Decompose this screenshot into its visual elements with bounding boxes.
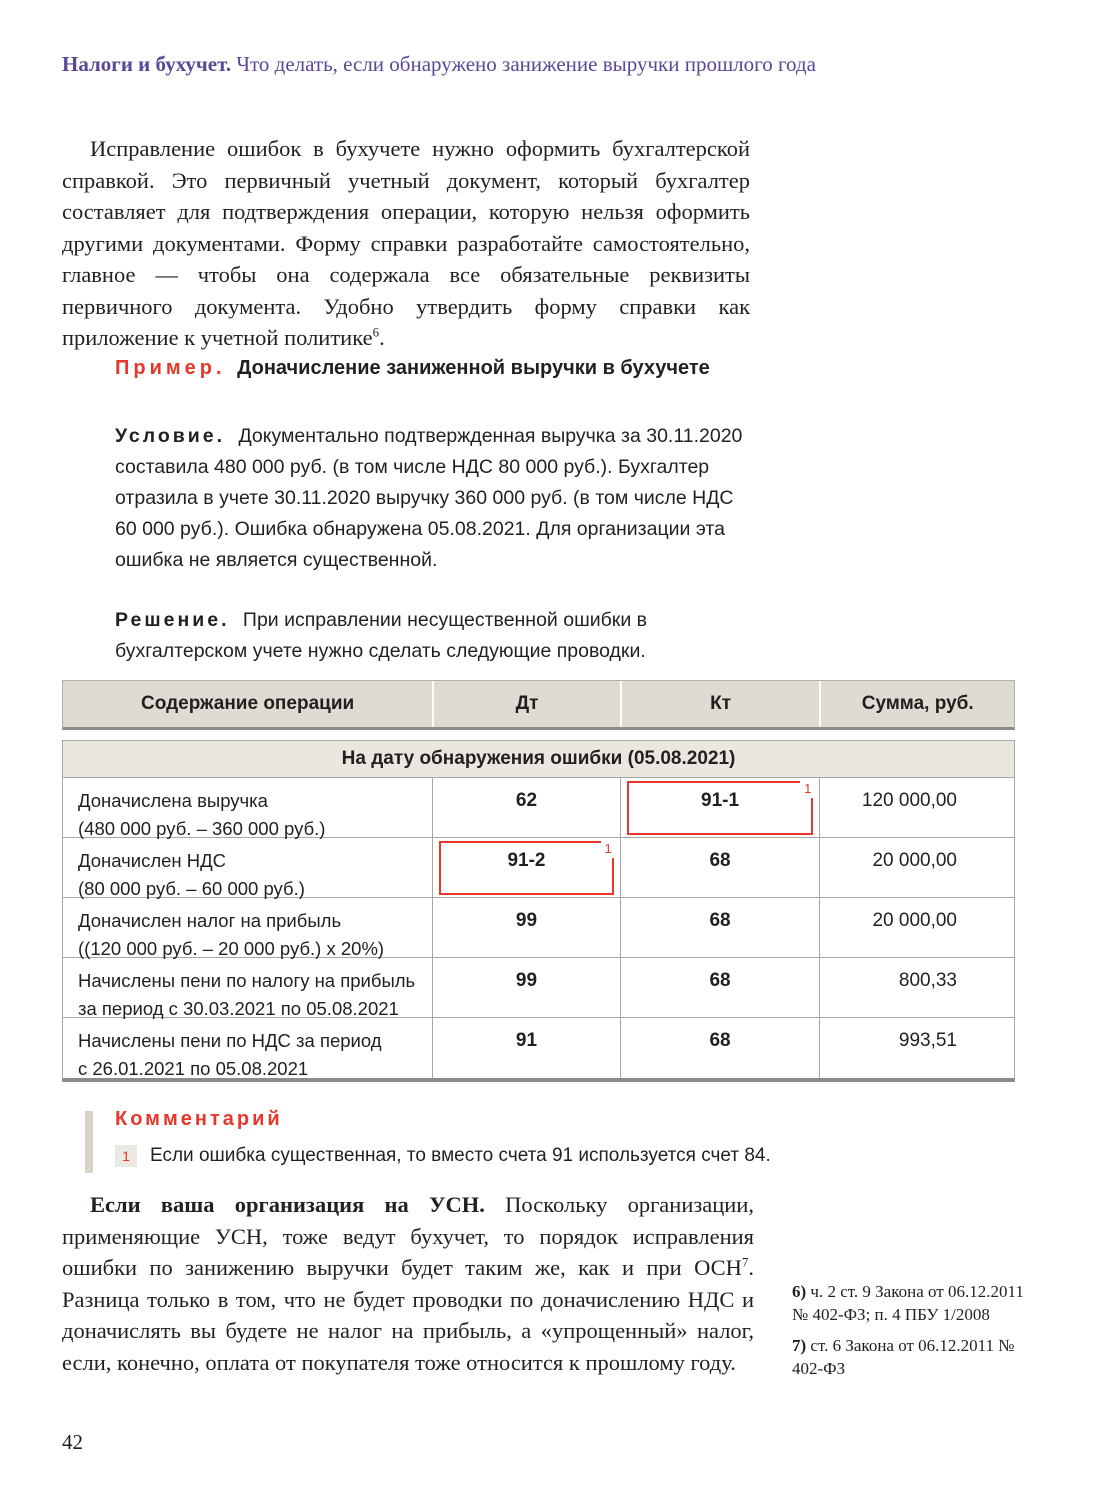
cell-operation (63, 778, 432, 837)
comment-ref-number: 1 (601, 841, 614, 858)
comment-ref-number: 1 (800, 781, 813, 798)
table-row (63, 778, 1014, 838)
intro-text-end: . (379, 325, 385, 350)
footnote-ref-6: 6 (372, 324, 380, 340)
table-row (63, 838, 1014, 898)
cell-debit: 62 (432, 778, 620, 837)
footnote-6 (792, 1281, 1024, 1326)
condition-label: Условие. (115, 425, 226, 447)
comment-body (115, 1108, 805, 1169)
example-condition (115, 421, 755, 576)
usn-text1: Поскольку организации, применяющие УСН, тоже ведут бухучет, то порядок исправления ошибки по занижению выручки будет таким же, как и при ОСН (62, 1192, 754, 1280)
example-title (115, 352, 755, 385)
usn-lead: Если ваша организация на УСН. (90, 1192, 485, 1217)
intro-text: Исправление ошибок в бухучете нужно оформить бухгалтерской справкой. Это первичный учетный документ, который бухгалтер составляет для подтверждения операции, которую нельзя оформить другими документами. Форму справки разработайте самостоятельно, главное — чтобы она содержала все обязательные реквизиты первичного документа. Удобно утвердить форму справки как приложение к учетной политике (62, 136, 750, 350)
footnote-6-num: 6) (792, 1282, 807, 1301)
running-head (62, 52, 816, 77)
table-header-row (62, 680, 1015, 730)
operation-line2: (480 000 руб. – 360 000 руб.) (78, 818, 326, 839)
solution-label: Решение. (115, 609, 230, 631)
operation-line1: Доначислен НДС (78, 850, 227, 871)
cell-credit (620, 778, 820, 837)
cell-credit: 68 (620, 1018, 820, 1078)
debit-account: 91-2 (507, 850, 546, 871)
intro-paragraph (62, 133, 750, 354)
comment-block (85, 1108, 805, 1169)
cell-sum: 800,33 (819, 958, 1014, 1017)
running-head-brand: Налоги и бухучет. (62, 52, 232, 76)
col-header-debit: Дт (432, 681, 620, 727)
table-body (62, 740, 1015, 1082)
side-footnotes (792, 1281, 1024, 1389)
operation-line1: Начислены пени по налогу на прибыль (78, 970, 416, 991)
example-solution (115, 605, 755, 667)
page-number: 42 (62, 1430, 83, 1454)
comment-marker: 1 (115, 1145, 137, 1167)
operation-line1: Доначислен налог на прибыль (78, 910, 342, 931)
table-row (63, 1018, 1014, 1078)
cell-operation (63, 1018, 432, 1078)
cell-debit (432, 838, 620, 897)
comment-side-bar (85, 1111, 93, 1173)
col-header-operation: Содержание операции (141, 693, 355, 714)
cell-sum: 20 000,00 (819, 838, 1014, 897)
cell-debit: 99 (432, 898, 620, 957)
solution-text: При исправлении несущественной ошибки в бухгалтерском учете нужно сделать следующие проводки. (115, 609, 647, 662)
example-label: Пример. (115, 357, 226, 379)
postings-table (62, 680, 1015, 1082)
example-block (115, 352, 755, 696)
cell-operation (63, 958, 432, 1017)
col-header-sum: Сумма, руб. (819, 681, 1014, 727)
table-section-header: На дату обнаружения ошибки (05.08.2021) (63, 741, 1014, 778)
comment-item (115, 1143, 805, 1169)
footnote-6-text: ч. 2 ст. 9 Закона от 06.12.2011 № 402-ФЗ; п. 4 ПБУ 1/2008 (792, 1282, 1024, 1324)
footnote-ref-7: 7 (741, 1254, 749, 1270)
condition-text: Документально подтвержденная выручка за 30.11.2020 составила 480 000 руб. (в том числе НДС 80 000 руб.). Бухгалтер отразила в учете 30.11.2020 выручку 360 000 руб. (в том числе НДС 60 000 руб.). Ошибка обнаружена 05.08.2021. Для организации эта ошибка не является существенной. (115, 425, 743, 571)
usn-paragraph (62, 1189, 754, 1378)
footnote-7-text: ст. 6 Закона от 06.12.2011 № 402-ФЗ (792, 1336, 1015, 1378)
cell-sum: 993,51 (819, 1018, 1014, 1078)
table-row (63, 958, 1014, 1018)
cell-credit: 68 (620, 958, 820, 1017)
operation-line1: Начислены пени по НДС за период (78, 1030, 382, 1051)
footnote-7 (792, 1335, 1024, 1380)
usn-text2: . Разница только в том, что не будет проводки по доначислению НДС и доначислять вы будете не налог на прибыль, а «упрощенный» налог, если, конечно, оплата от покупателя тоже относится к прошлому году. (62, 1255, 754, 1375)
table-row (63, 898, 1014, 958)
comment-text: Если ошибка существенная, то вместо счета 91 используется счет 84. (150, 1145, 771, 1166)
operation-line1: Доначислена выручка (78, 790, 268, 811)
operation-line2: (80 000 руб. – 60 000 руб.) (78, 878, 305, 899)
cell-credit: 68 (620, 838, 820, 897)
comment-title: Комментарий (115, 1108, 283, 1130)
credit-account: 91-1 (701, 790, 740, 811)
running-head-title: Что делать, если обнаружено занижение выручки прошлого года (236, 52, 816, 76)
cell-operation (63, 898, 432, 957)
operation-line2: ((120 000 руб. – 20 000 руб.) х 20%) (78, 938, 385, 959)
operation-line2: с 26.01.2021 по 05.08.2021 (78, 1058, 309, 1079)
example-title-text: Доначисление заниженной выручки в бухучете (237, 357, 710, 379)
cell-debit: 91 (432, 1018, 620, 1078)
cell-debit: 99 (432, 958, 620, 1017)
footnote-7-num: 7) (792, 1336, 807, 1355)
operation-line2: за период с 30.03.2021 по 05.08.2021 (78, 998, 399, 1019)
cell-credit: 68 (620, 898, 820, 957)
col-header-credit: Кт (620, 681, 820, 727)
cell-sum: 120 000,00 (819, 778, 1014, 837)
cell-sum: 20 000,00 (819, 898, 1014, 957)
cell-operation (63, 838, 432, 897)
